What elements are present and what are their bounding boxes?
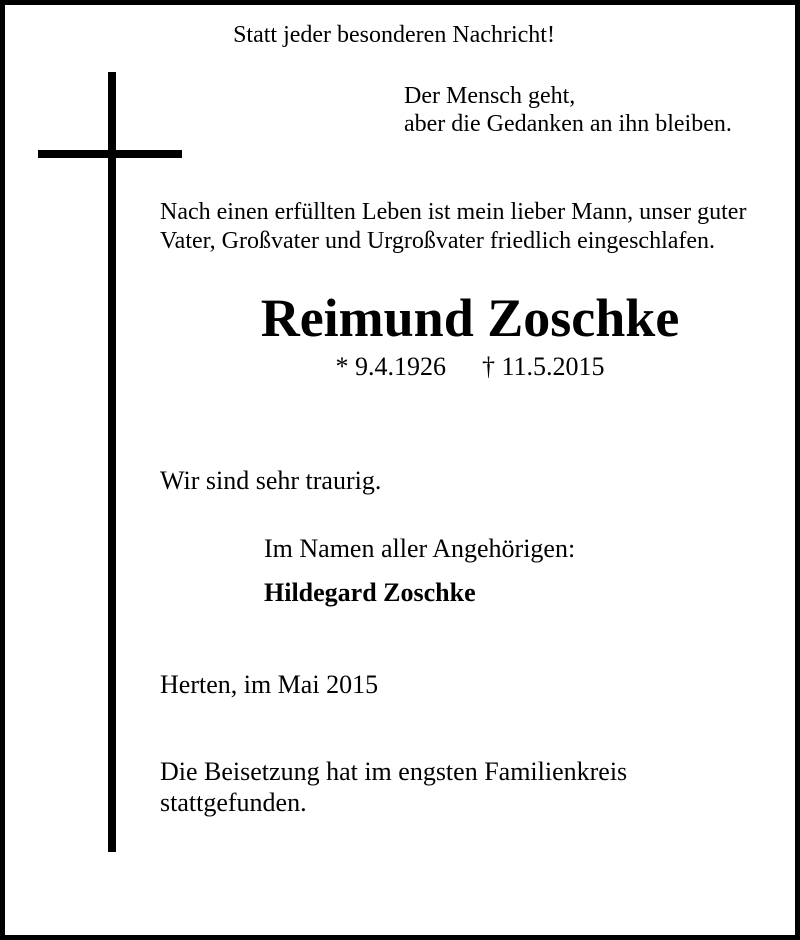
deceased-name: Reimund Zoschke	[260, 288, 680, 348]
burial-line-1: Die Beisetzung hat im engsten Familienkreis	[160, 757, 628, 786]
motto-line-1: Der Mensch geht,	[404, 83, 576, 109]
burial-note	[160, 756, 627, 818]
signer-name: Hildegard Zoschke	[264, 578, 476, 607]
intro-line-2: Vater, Großvater und Urgroßvater friedlich eingeschlafen.	[160, 228, 716, 254]
cross-horizontal-bar	[38, 150, 182, 158]
motto-line-2: aber die Gedanken an ihn bleiben.	[404, 111, 732, 137]
intro-text	[160, 198, 746, 256]
motto	[404, 82, 732, 138]
place-date: Herten, im Mai 2015	[160, 670, 379, 699]
relatives-line: Im Namen aller Angehörigen:	[264, 534, 576, 563]
death-date: † 11.5.2015	[481, 352, 605, 381]
cross-vertical-bar	[108, 72, 116, 852]
intro-line-1: Nach einen erfüllten Leben ist mein lieber Mann, unser guter	[160, 199, 747, 225]
life-dates	[160, 352, 780, 382]
sorrow-statement: Wir sind sehr traurig.	[160, 466, 382, 495]
notice-header: Statt jeder besonderen Nachricht!	[233, 22, 555, 48]
birth-date: * 9.4.1926	[335, 352, 446, 381]
burial-line-2: stattgefunden.	[160, 788, 307, 817]
